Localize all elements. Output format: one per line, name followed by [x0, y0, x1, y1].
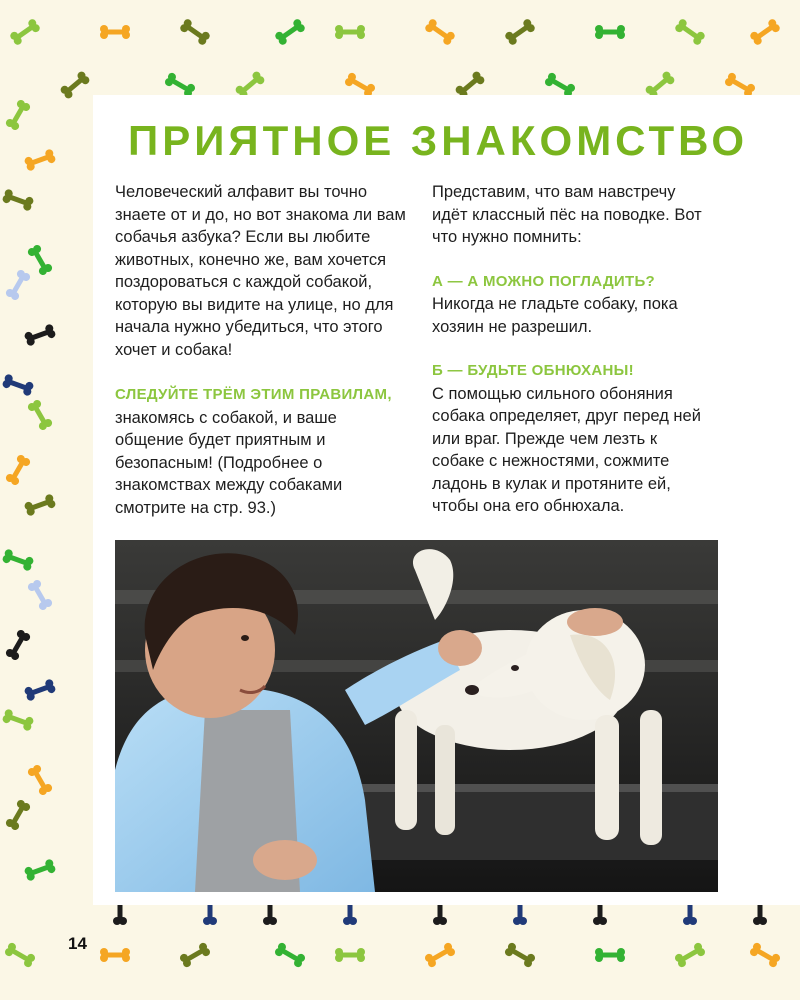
- bone-icon: [100, 25, 130, 39]
- bone-icon: [24, 858, 57, 881]
- bone-icon: [2, 708, 35, 731]
- rules-text: знакомясь с собакой, и ваше общение будет приятным и безопасным! (Подробнее о знакомствах между собаками смотрите на стр. 93.): [115, 408, 343, 517]
- photo-boy-with-dog: [115, 540, 718, 892]
- bone-icon: [24, 678, 57, 701]
- bone-icon: [749, 941, 782, 968]
- bone-icon: [26, 399, 53, 432]
- bone-icon: [595, 25, 625, 39]
- bone-icon: [26, 579, 53, 612]
- bone-icon: [59, 70, 91, 100]
- bone-icon: [9, 18, 42, 47]
- rules-lead: СЛЕДУЙТЕ ТРЁМ ЭТИМ ПРАВИЛАМ,: [115, 386, 392, 403]
- bone-icon: [749, 18, 782, 47]
- bone-icon: [179, 18, 212, 47]
- bone-icon: [504, 18, 537, 47]
- bone-icon: [2, 188, 35, 211]
- bone-icon: [4, 99, 31, 132]
- bone-icon: [595, 948, 625, 962]
- bone-icon: [674, 18, 707, 47]
- rule-a-heading: А — А МОЖНО ПОГЛАДИТЬ?: [432, 272, 656, 290]
- bone-icon: [274, 18, 307, 47]
- bone-icon: [424, 18, 457, 47]
- bone-icon: [674, 941, 707, 968]
- rule-b-heading: Б — БУДЬТЕ ОБНЮХАНЫ!: [432, 362, 634, 379]
- right-intro-paragraph: Представим, что вам навстречу идёт классный пёс на поводке. Вот что нужно помнить:: [432, 183, 702, 246]
- photo-illustration: [115, 540, 718, 892]
- bone-icon: [179, 941, 212, 968]
- rules-paragraph: [115, 383, 407, 519]
- bone-icon: [274, 941, 307, 968]
- page-number: 14: [68, 934, 87, 953]
- left-intro-paragraph: Человеческий алфавит вы точно знаете от и до, но вот знакома ли вам собачья азбука? Если вы любите животных, конечно же, вам хочется поздороваться с каждой собакой, которую вы видите на улице, но для начала нужно убедиться, что этого хочет и собака!: [115, 183, 406, 359]
- bone-icon: [504, 941, 537, 968]
- bone-icon: [335, 25, 365, 39]
- bone-icon: [4, 454, 31, 487]
- page-title: ПРИЯТНОЕ ЗНАКОМСТВО: [128, 117, 749, 164]
- bone-icon: [335, 948, 365, 962]
- bone-icon: [26, 244, 53, 277]
- bone-icon: [4, 269, 31, 302]
- left-column: [115, 181, 407, 519]
- bone-icon: [4, 941, 37, 968]
- bone-icon: [2, 548, 35, 571]
- bone-icon: [4, 629, 31, 662]
- rule-b-text: С помощью сильного обоняния собака определяет, друг перед ней или враг. Прежде чем лезть к собаке с нежностями, сожмите ладонь в кулак и протяните ей, чтобы она его обнюхала.: [432, 384, 701, 515]
- bone-icon: [100, 948, 130, 962]
- bone-icon: [4, 799, 31, 832]
- rule-a-text: Никогда не гладьте собаку, пока хозяин не разрешил.: [432, 295, 678, 336]
- right-column: [432, 181, 714, 518]
- bone-icon: [24, 323, 57, 346]
- bone-icon: [24, 148, 57, 171]
- bone-icon: [424, 941, 457, 968]
- bone-icon: [24, 493, 57, 516]
- bone-icon: [26, 764, 53, 797]
- bone-icon: [2, 373, 35, 396]
